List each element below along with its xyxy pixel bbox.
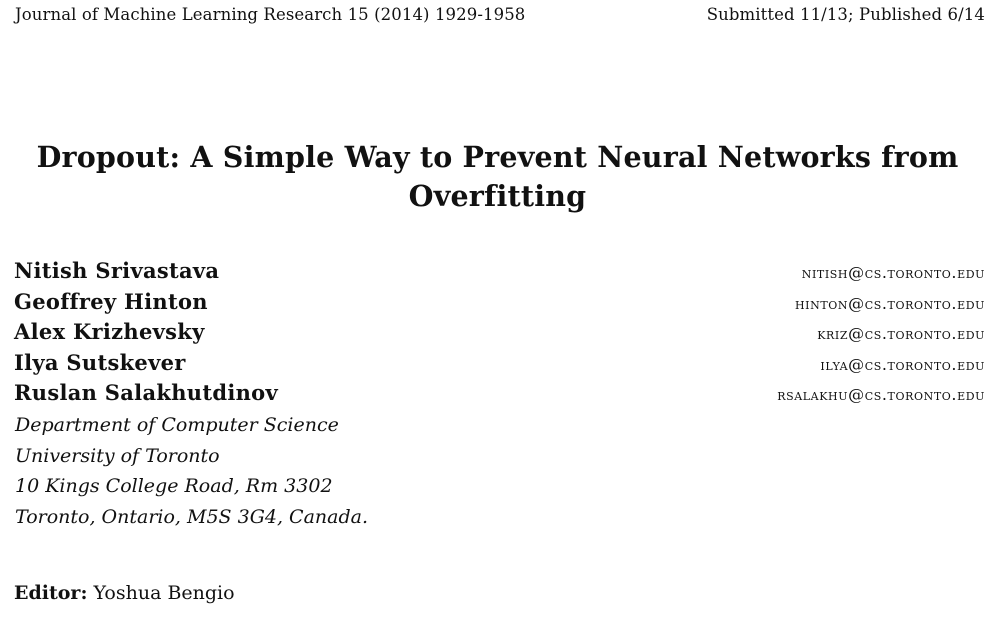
author-name: Alex Krizhevsky (14, 319, 205, 344)
author-email: rsalakhu@cs.toronto.edu (777, 385, 985, 404)
author-name: Ruslan Salakhutdinov (14, 380, 278, 405)
author-name: Ilya Sutskever (14, 349, 186, 375)
author-email: nitish@cs.toronto.edu (801, 263, 985, 282)
title-line-2: Overfitting (408, 179, 587, 213)
affiliation-city: Toronto, Ontario, M5S 3G4, Canada. (15, 505, 368, 528)
author-name: Nitish Srivastava (14, 258, 220, 283)
affiliation-department: Department of Computer Science (15, 414, 339, 436)
editor-name: Yoshua Bengio (93, 582, 235, 604)
author-row (14, 289, 985, 320)
author-email: hinton@cs.toronto.edu (794, 293, 985, 313)
title-line-1: Dropout: A Simple Way to Prevent Neural Networks from (36, 140, 959, 174)
paper-title (0, 138, 995, 216)
author-row (14, 258, 985, 289)
editor-label: Editor: (14, 582, 88, 604)
submission-dates: Submitted 11/13; Published 6/14 (706, 5, 985, 24)
author-name: Geoffrey Hinton (14, 288, 208, 314)
author-list (14, 258, 985, 411)
running-header (15, 5, 985, 27)
affiliation-university: University of Toronto (15, 444, 220, 467)
author-email: ilya@cs.toronto.edu (820, 354, 985, 374)
journal-citation: Journal of Machine Learning Research 15 (2014) 1929-1958 (15, 5, 526, 24)
author-row (14, 350, 985, 381)
editor-line (14, 582, 235, 604)
affiliation-block (15, 410, 368, 532)
author-row (14, 380, 985, 411)
author-email: kriz@cs.toronto.edu (817, 324, 985, 343)
affiliation-street: 10 Kings College Road, Rm 3302 (15, 475, 333, 497)
author-row (14, 319, 985, 350)
